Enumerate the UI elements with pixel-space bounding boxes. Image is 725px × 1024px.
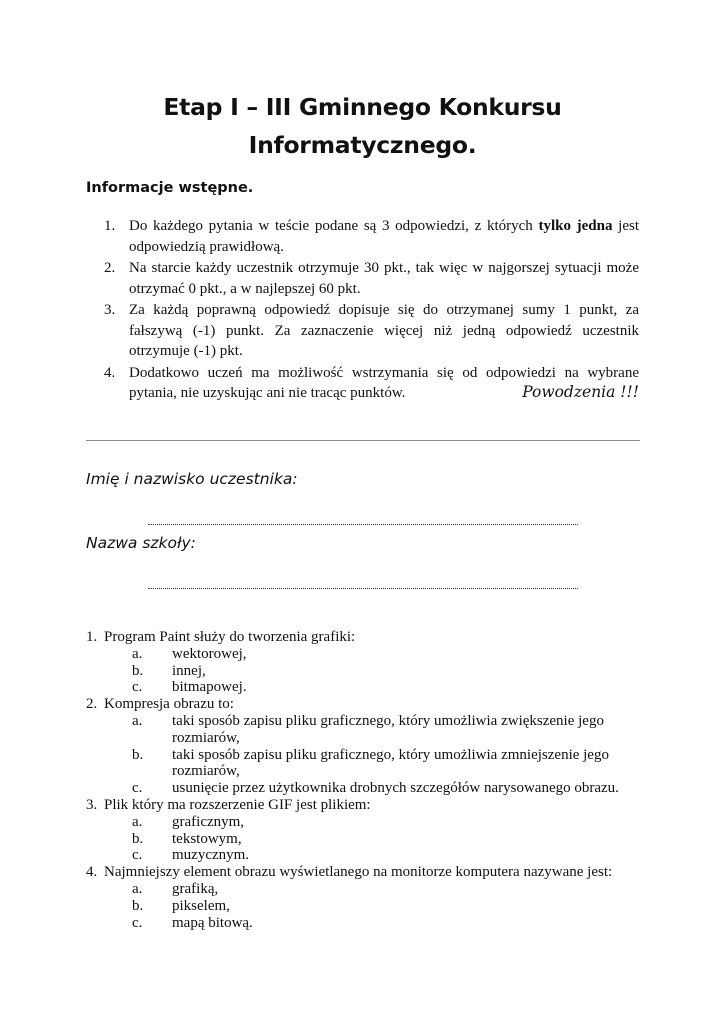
page-title [0, 88, 725, 164]
question-header [86, 864, 646, 881]
intro-list [104, 216, 639, 405]
answer-option[interactable] [86, 881, 646, 898]
quiz-question [86, 864, 646, 931]
question-header [86, 629, 646, 646]
quiz-questions [86, 629, 646, 931]
school-name-field[interactable] [148, 588, 578, 589]
school-name-label: Nazwa szkoły: [86, 534, 196, 552]
question-number: 3. [86, 796, 98, 813]
intro-item [104, 216, 639, 257]
answer-letter: c. [132, 914, 143, 931]
intro-item-number: 2. [104, 260, 116, 276]
quiz-question [86, 797, 646, 864]
answer-letter: b. [132, 830, 144, 847]
answer-text: grafiką, [172, 880, 219, 897]
answer-option[interactable] [86, 713, 646, 747]
answer-text: graficznym, [172, 813, 245, 830]
intro-item-emphasis: tylko jedna [538, 218, 613, 234]
answer-option[interactable] [86, 780, 646, 797]
question-number: 2. [86, 696, 98, 713]
answer-text: taki sposób zapisu pliku graficznego, który umożliwia zmniejszenie jego rozmiarów, [172, 746, 609, 780]
quiz-question [86, 629, 646, 696]
answer-text: tekstowym, [172, 830, 242, 847]
question-text: Kompresja obrazu to: [104, 696, 234, 713]
horizontal-divider [86, 440, 640, 441]
answer-option[interactable] [86, 915, 646, 932]
answer-letter: a. [132, 880, 143, 897]
question-header [86, 696, 646, 713]
answer-text: wektorowej, [172, 645, 247, 662]
answer-letter: c. [132, 780, 143, 797]
title-line-2: Informatycznego. [248, 131, 477, 159]
intro-item-text: Za każdą poprawną odpowiedź dopisuje się do otrzymanej sumy 1 punkt, za fałszywą (-1) punkt. Za zaznaczenie więcej niż jedną odpowiedź uczestnik otrzymuje (-1) pkt. [129, 302, 639, 359]
answer-option[interactable] [86, 747, 646, 781]
answer-text: innej, [172, 662, 206, 679]
title-line-1: Etap I – III Gminnego Konkursu [163, 93, 562, 121]
answer-option[interactable] [86, 679, 646, 696]
answer-text: bitmapowej. [172, 679, 247, 696]
intro-item-text: Na starcie każdy uczestnik otrzymuje 30 pkt., tak więc w najgorszej sytuacji może otrzymać 0 pkt., a w najlepszej 60 pkt. [129, 260, 639, 297]
answer-text: muzycznym. [172, 847, 250, 864]
intro-item-number: 3. [104, 302, 116, 318]
intro-item-number: 4. [104, 364, 116, 381]
question-number: 4. [86, 864, 98, 881]
intro-item-text: Dodatkowo uczeń ma możliwość wstrzymania się od odpowiedzi na wybrane pytania, nie uzyskując ani nie tracąc punktów. [129, 364, 639, 401]
answer-text: pikselem, [172, 897, 230, 914]
question-text: Najmniejszy element obrazu wyświetlanego na monitorze komputera nazywane jest: [104, 864, 613, 881]
intro-item-text-after: jest odpowiedzią prawidłową. [129, 218, 639, 255]
answer-option[interactable] [86, 646, 646, 663]
answer-text: mapą bitową. [172, 914, 253, 931]
intro-item [104, 300, 639, 362]
question-number: 1. [86, 629, 98, 645]
good-luck-note: Powodzenia !!! [522, 383, 639, 401]
quiz-question [86, 696, 646, 797]
intro-item [104, 258, 639, 299]
answer-letter: a. [132, 813, 143, 830]
answer-letter: c. [132, 847, 143, 864]
question-text: Program Paint służy do tworzenia grafiki: [104, 629, 356, 645]
intro-heading: Informacje wstępne. [86, 180, 254, 196]
answer-option[interactable] [86, 847, 646, 864]
question-header [86, 797, 646, 814]
answer-option[interactable] [86, 814, 646, 831]
participant-name-field[interactable] [148, 524, 578, 525]
intro-item-text-before: Do każdego pytania w teście podane są 3 odpowiedzi, z których [129, 218, 539, 234]
answer-letter: a. [132, 712, 143, 729]
answer-letter: b. [132, 662, 144, 679]
answer-text: taki sposób zapisu pliku graficznego, który umożliwia zwiększenie jego rozmiarów, [172, 712, 604, 746]
answer-letter: b. [132, 746, 144, 763]
answer-option[interactable] [86, 831, 646, 848]
answer-option[interactable] [86, 663, 646, 680]
answer-letter: c. [132, 679, 143, 696]
answer-letter: b. [132, 897, 144, 914]
participant-name-label: Imię i nazwisko uczestnika: [86, 470, 298, 488]
answer-text: usunięcie przez użytkownika drobnych szczegółów narysowanego obrazu. [172, 780, 619, 797]
answer-letter: a. [132, 645, 143, 662]
question-text: Plik który ma rozszerzenie GIF jest plikiem: [104, 796, 371, 813]
answer-option[interactable] [86, 898, 646, 915]
intro-item-number: 1. [104, 218, 116, 234]
